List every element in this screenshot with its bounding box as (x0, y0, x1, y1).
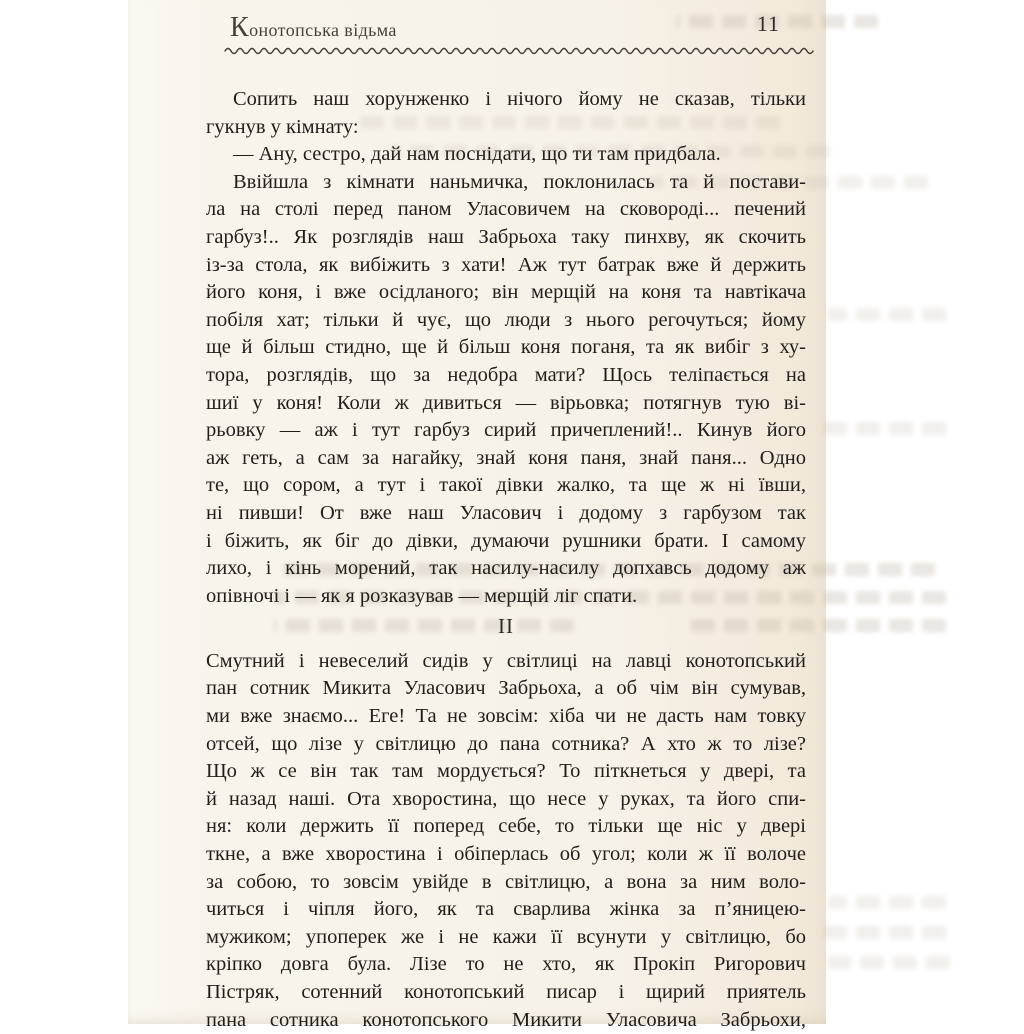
text-line: те, що сором, а тут і такої дівки жалко, та ще ж ні ївши, (206, 474, 806, 497)
text-line: рьовку — аж і тут гарбуз сирий причеплений!.. Кинув його (206, 419, 806, 442)
text-line: ня: коли держить її поперед себе, то тільки ще ніс у двері (206, 815, 806, 838)
text-line: ла на столі перед паном Уласовичем на сковороді... печений (206, 198, 806, 221)
text-line: Що ж се він так там мордується? То піткнеться у двері, та (206, 760, 806, 783)
paragraph (206, 169, 806, 611)
text-line: гукнув у кімнату: (206, 115, 359, 138)
text-line: мужиком; упоперек же і не кажи її всунути у світлицю, бо (206, 925, 806, 948)
show-through-line (820, 422, 946, 435)
text-column (206, 86, 806, 1034)
text-line: його коня, і вже осідланого; він мерщій на коня та навтікача (206, 281, 806, 304)
page-number: 11 (756, 11, 780, 36)
text-line: тора, розглядів, що за недобра мати? Щось теліпається на (206, 363, 806, 386)
text-line: Пістряк, сотенний конотопський писар і щирий приятель (206, 981, 806, 1003)
text-line: лихо, і кінь морений, так насилу-насилу допхавсь додому аж (206, 557, 806, 580)
paragraph (206, 86, 806, 141)
text-line: ні пивши! От вже наш Уласович і додому з гарбузом так (206, 501, 806, 524)
text-line: аж геть, а сам за нагайку, знай коня паня, знай паня... Одно (206, 446, 806, 469)
wavy-divider (224, 44, 814, 56)
text-line: Сопить наш хорунженко і нічого йому не сказав, тільки (233, 88, 806, 110)
show-through-line (828, 896, 946, 909)
text-line: ми вже знаємо... Еге! Та не зовсім: хіба чи не дасть нам товку (206, 705, 806, 728)
show-through-line (828, 308, 946, 321)
text-line: побіля хат; тільки й чує, що люди з нього регочуться; йому (206, 308, 806, 331)
text-line: читься і чіпля його, як та сварлива жінка за п’яницею- (206, 898, 806, 921)
text-line: Смутний і невеселий сидів у світлиці на лавці конотопський (206, 649, 806, 672)
running-head-title: Конотопська відьма (230, 12, 397, 43)
text-line: пана сотника конотопського Микити Уласовича Забрьохи, (206, 1008, 806, 1031)
text-line: із-за стола, як вибіжить з хати! Аж тут батрак вже й держить (206, 253, 806, 276)
section-heading: II (498, 614, 514, 639)
text-line: пан сотник Микита Уласович Забрьоха, а об чім він сумував, (206, 677, 806, 700)
text-line: — Ану, сестро, дай нам поснідати, що ти там придбала. (233, 143, 721, 166)
text-line: й назад наші. Ота хворостина, що несе у руках, та його спи- (206, 787, 806, 810)
show-through-line (828, 956, 950, 969)
paragraph (206, 648, 806, 1034)
text-line: отсей, що лізе у світлицю до пана сотника? А хто ж то лізе? (206, 732, 806, 755)
text-line: Ввійшла з кімнати наньмичка, поклонилась та й постави- (233, 170, 806, 193)
text-line: кріпко довга була. Лізе то не хто, як Прокіп Ригорович (206, 953, 806, 976)
text-line: за собою, то зовсім увійде в світлицю, а вона за ним воло- (206, 870, 806, 893)
text-line: шиї у коня! Коли ж дивиться — вірьовка; потягнув тую ві- (206, 391, 806, 414)
text-line: ткне, а вже хворостина і обіперлась об угол; коли ж її волоче (206, 843, 806, 866)
text-line: опівночі і — як я розказував — мерщій ліг спати. (206, 584, 638, 607)
text-line: ще й більш стидно, ще й більш коня поганя, та як вибіг з ху- (206, 336, 806, 359)
text-line: гарбуз!.. Як розглядів наш Забрьоха таку пинхву, як скочить (206, 225, 806, 248)
show-through-line (820, 926, 946, 939)
paragraph (206, 141, 806, 169)
text-line: і біжить, як біг до дівки, думаючи рушники брати. І самому (206, 529, 806, 552)
